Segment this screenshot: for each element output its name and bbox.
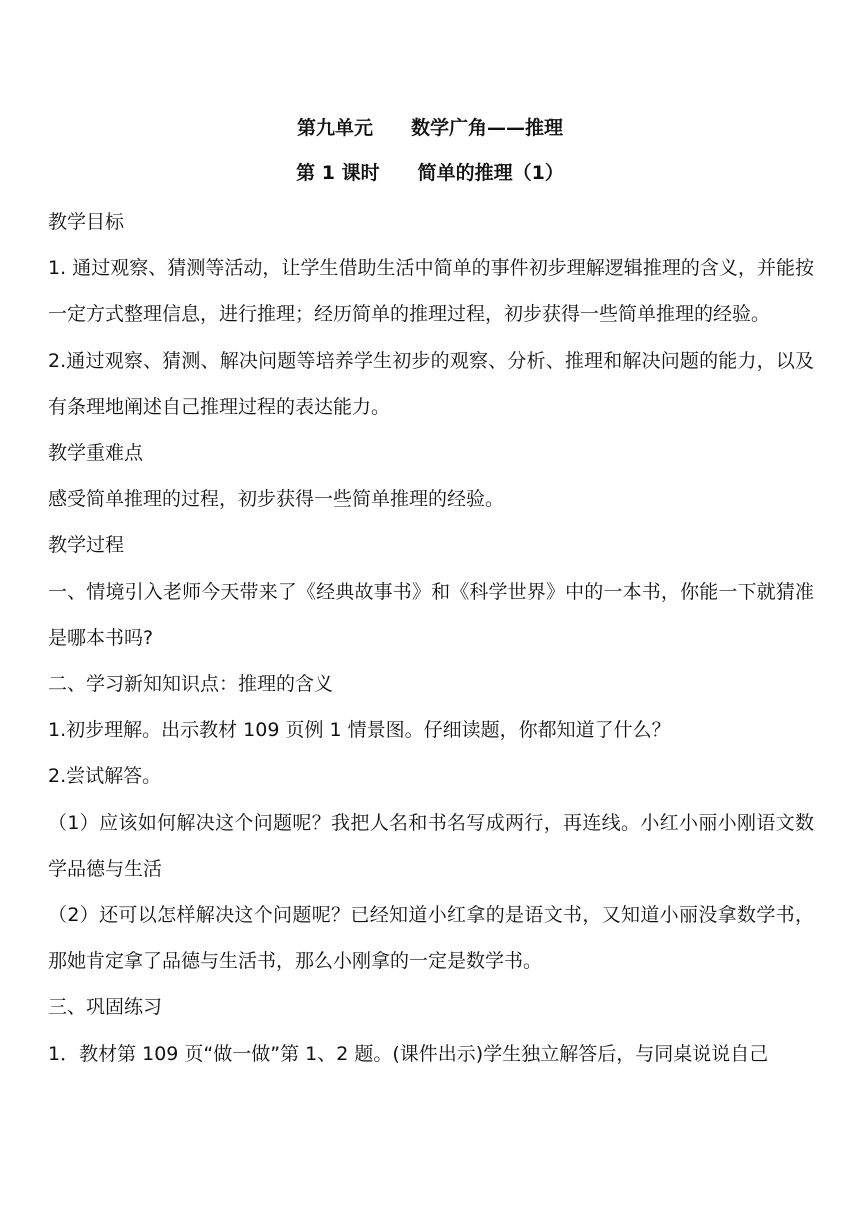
section-heading-process: 教学过程	[48, 534, 125, 557]
objective-paragraph-1: 1. 通过观察、猜测等活动，让学生借助生活中简单的事件初步理解逻辑推理的含义，并能按一定方式整理信息，进行推理；经历简单的推理过程，初步获得一些简单推理的经验。	[48, 257, 814, 326]
practice-item-1: 1．教材第 109 页“做一做”第 1、2 题。(课件出示)学生独立解答后，与同桌说说自己	[48, 1042, 769, 1065]
process-substep-2: （2）还可以怎样解决这个问题呢？已经知道小红拿的是语文书，又知道小丽没拿数学书，那她肯定拿了品德与生活书，那么小刚拿的一定是数学书。	[48, 904, 814, 973]
process-intro-paragraph: 一、情境引入老师今天带来了《经典故事书》和《科学世界》中的一本书，你能一下就猜准是哪本书吗?	[48, 580, 814, 649]
practice-heading: 三、巩固练习	[48, 996, 163, 1019]
process-new-knowledge-heading: 二、学习新知知识点：推理的含义	[48, 673, 334, 696]
document-subtitle: 第 1 课时 简单的推理（1）	[296, 162, 564, 184]
section-heading-objectives: 教学目标	[48, 211, 125, 233]
process-step-1: 1.初步理解。出示教材 109 页例 1 情景图。仔细读题，你都知道了什么？	[48, 719, 671, 742]
process-substep-1: （1）应该如何解决这个问题呢？我把人名和书名写成两行，再连线。小红小丽小刚语文数学品德与生活	[48, 811, 814, 880]
section-heading-key-points: 教学重难点	[48, 442, 144, 465]
objective-paragraph-2: 2.通过观察、猜测、解决问题等培养学生初步的观察、分析、推理和解决问题的能力，以及有条理地阐述自己推理过程的表达能力。	[48, 349, 814, 418]
document-body	[48, 199, 814, 1077]
document-title: 第九单元 数学广角——推理	[296, 117, 563, 139]
key-points-paragraph: 感受简单推理的过程，初步获得一些简单推理的经验。	[48, 488, 505, 511]
process-step-2: 2.尝试解答。	[48, 765, 162, 788]
